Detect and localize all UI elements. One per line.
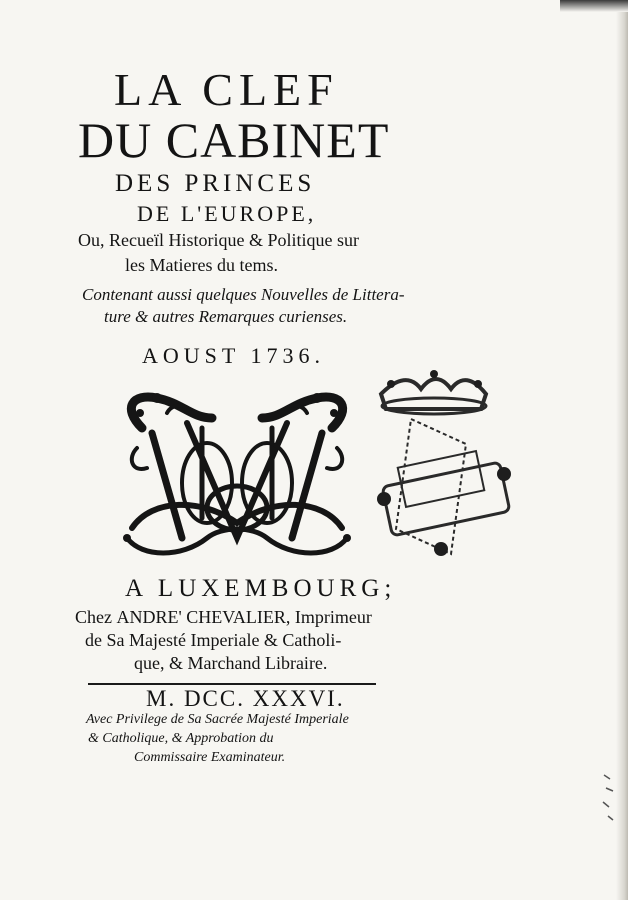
monogram-ornament-icon <box>112 388 362 568</box>
imprint-line-1 <box>75 607 372 628</box>
imprint-chez: Chez <box>75 607 112 627</box>
title-line-4: DE L'EUROPE, <box>137 201 317 226</box>
privilege-line-1: Avec Privilege de Sa Sacrée Majesté Imperiale <box>86 712 349 727</box>
publication-year: M. DCC. XXXVI. <box>146 686 345 711</box>
subtitle-line-2: les Matieres du tems. <box>125 255 278 275</box>
imprint-line-3: que, & Marchand Libraire. <box>134 653 328 673</box>
imprint-city: A LUXEMBOURG; <box>125 575 397 602</box>
privilege-line-3: Commissaire Examinateur. <box>134 750 286 765</box>
contents-line-2: ture & autres Remarques curienses. <box>104 307 348 326</box>
scan-corner-shadow <box>560 0 628 12</box>
page-edge-shadow <box>616 0 628 900</box>
divider-rule <box>88 683 376 685</box>
title-line-1: LA CLEF <box>114 64 339 115</box>
privilege-line-2: & Catholique, & Approbation du <box>88 731 274 746</box>
margin-marks-icon <box>600 770 624 830</box>
title-line-3: DES PRINCES <box>115 170 316 197</box>
title-line-2: DU CABINET <box>78 112 390 168</box>
imprint-line-1-rest: , Imprimeur <box>285 607 372 627</box>
subtitle-line-1: Ou, Recueïl Historique & Politique sur <box>78 230 359 250</box>
imprint-line-2: de Sa Majesté Imperiale & Catholi- <box>85 630 342 650</box>
library-stamp-icon <box>366 364 516 564</box>
imprint-printer: ANDRE' CHEVALIER <box>116 607 286 627</box>
issue-date: AOUST 1736. <box>142 343 325 368</box>
contents-line-1: Contenant aussi quelques Nouvelles de Littera- <box>82 285 405 304</box>
